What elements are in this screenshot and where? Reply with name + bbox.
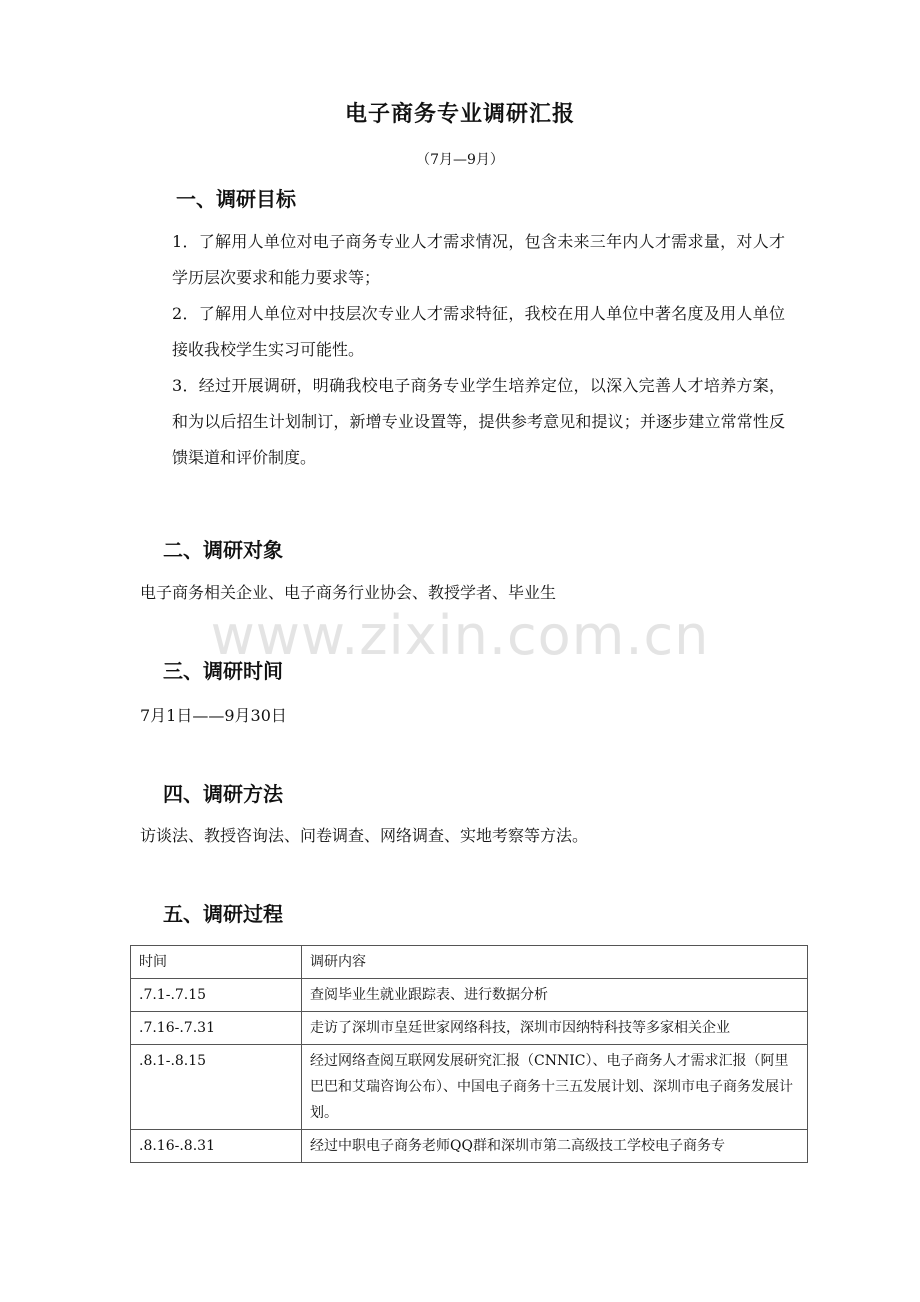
content-cell: 经过网络查阅互联网发展研究汇报（CNNIC）、电子商务人才需求汇报（阿里巴巴和艾瑞咨询公布）、中国电子商务十三五发展计划、深圳市电子商务发展计划。 (302, 1045, 808, 1130)
process-table (130, 945, 808, 1163)
table-row (131, 979, 808, 1012)
goals-body (140, 224, 785, 476)
date-cell: .8.1-.8.15 (131, 1045, 302, 1130)
document-subtitle: （7月—9月） (416, 152, 504, 168)
date-cell: .7.1-.7.15 (131, 979, 302, 1012)
table-row (131, 1012, 808, 1045)
section-heading-process: 五、调研过程 (163, 902, 283, 926)
date-cell: .7.16-.7.31 (131, 1012, 302, 1045)
document-title: 电子商务专业调研汇报 (344, 102, 575, 127)
goal-paragraph: 2．了解用人单位对中技层次专业人才需求特征，我校在用人单位中著名度及用人单位接收我校学生实习可能性。 (172, 304, 785, 359)
table-row (131, 1045, 808, 1130)
time-text: 7月1日——9月30日 (140, 706, 287, 725)
content-cell: 走访了深圳市皇廷世家网络科技，深圳市因纳特科技等多家相关企业 (302, 1012, 808, 1045)
table-header-cell: 调研内容 (302, 946, 808, 979)
methods-text: 访谈法、教授咨询法、问卷调查、网络调查、实地考察等方法。 (140, 826, 589, 845)
section-heading-goals: 一、调研目标 (176, 187, 296, 211)
goal-paragraph: 1．了解用人单位对电子商务专业人才需求情况，包含未来三年内人才需求量，对人才学历层次要求和能力要求等； (172, 232, 785, 287)
table-header-cell: 时间 (131, 946, 302, 979)
watermark: www.zixin.com.cn (210, 604, 710, 667)
date-cell: .8.16-.8.31 (131, 1130, 302, 1163)
section-heading-time: 三、调研时间 (163, 659, 283, 683)
goal-paragraph: 3．经过开展调研，明确我校电子商务专业学生培养定位，以深入完善人才培养方案，和为以后招生计划制订，新增专业设置等，提供参考意见和提议；并逐步建立常常性反馈渠道和评价制度。 (172, 376, 785, 467)
section-heading-methods: 四、调研方法 (163, 782, 283, 806)
content-cell: 经过中职电子商务老师QQ群和深圳市第二高级技工学校电子商务专 (302, 1130, 808, 1163)
table-header-row (131, 946, 808, 979)
content-cell: 查阅毕业生就业跟踪表、进行数据分析 (302, 979, 808, 1012)
table-row (131, 1130, 808, 1163)
section-heading-targets: 二、调研对象 (163, 538, 283, 562)
targets-text: 电子商务相关企业、电子商务行业协会、教授学者、毕业生 (140, 583, 557, 602)
